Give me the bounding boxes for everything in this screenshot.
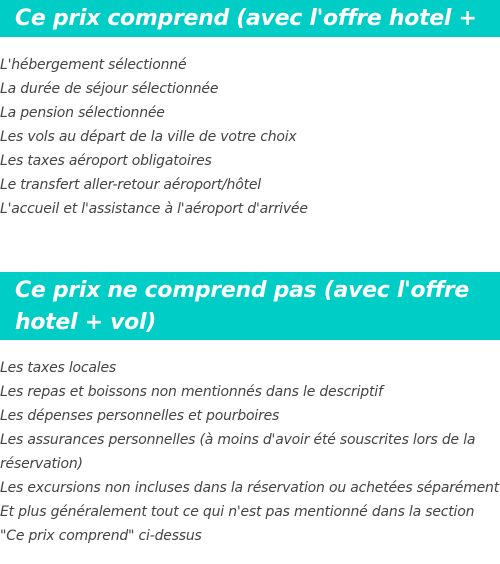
list-item: Les assurances personnelles (à moins d'avoir été souscrites lors de la réservation) [0,432,476,472]
excluded-list [0,356,500,548]
excluded-section [0,272,500,548]
list-item: Les repas et boissons non mentionnés dans le descriptif [0,384,383,400]
list-item: La pension sélectionnée [0,105,165,121]
included-section [0,0,500,221]
list-item: L'hébergement sélectionné [0,57,187,73]
list-item: Le transfert aller-retour aéroport/hôtel [0,177,261,193]
list-item: Les taxes aéroport obligatoires [0,153,212,169]
included-list [0,53,500,221]
list-item: Les excursions non incluses dans la réservation ou achetées séparément [0,480,500,496]
list-item: Et plus généralement tout ce qui n'est pas mentionné dans la section "Ce prix comprend" ci-dessus [0,504,475,544]
list-item: Les vols au départ de la ville de votre choix [0,129,297,145]
list-item: L'accueil et l'assistance à l'aéroport d'arrivée [0,201,308,217]
excluded-heading: Ce prix ne comprend pas (avec l'offre hotel + vol) [0,272,500,340]
list-item: Les taxes locales [0,360,116,376]
included-heading: Ce prix comprend (avec l'offre hotel + vol) [0,0,500,37]
list-item: Les dépenses personnelles et pourboires [0,408,280,424]
list-item: La durée de séjour sélectionnée [0,81,219,97]
